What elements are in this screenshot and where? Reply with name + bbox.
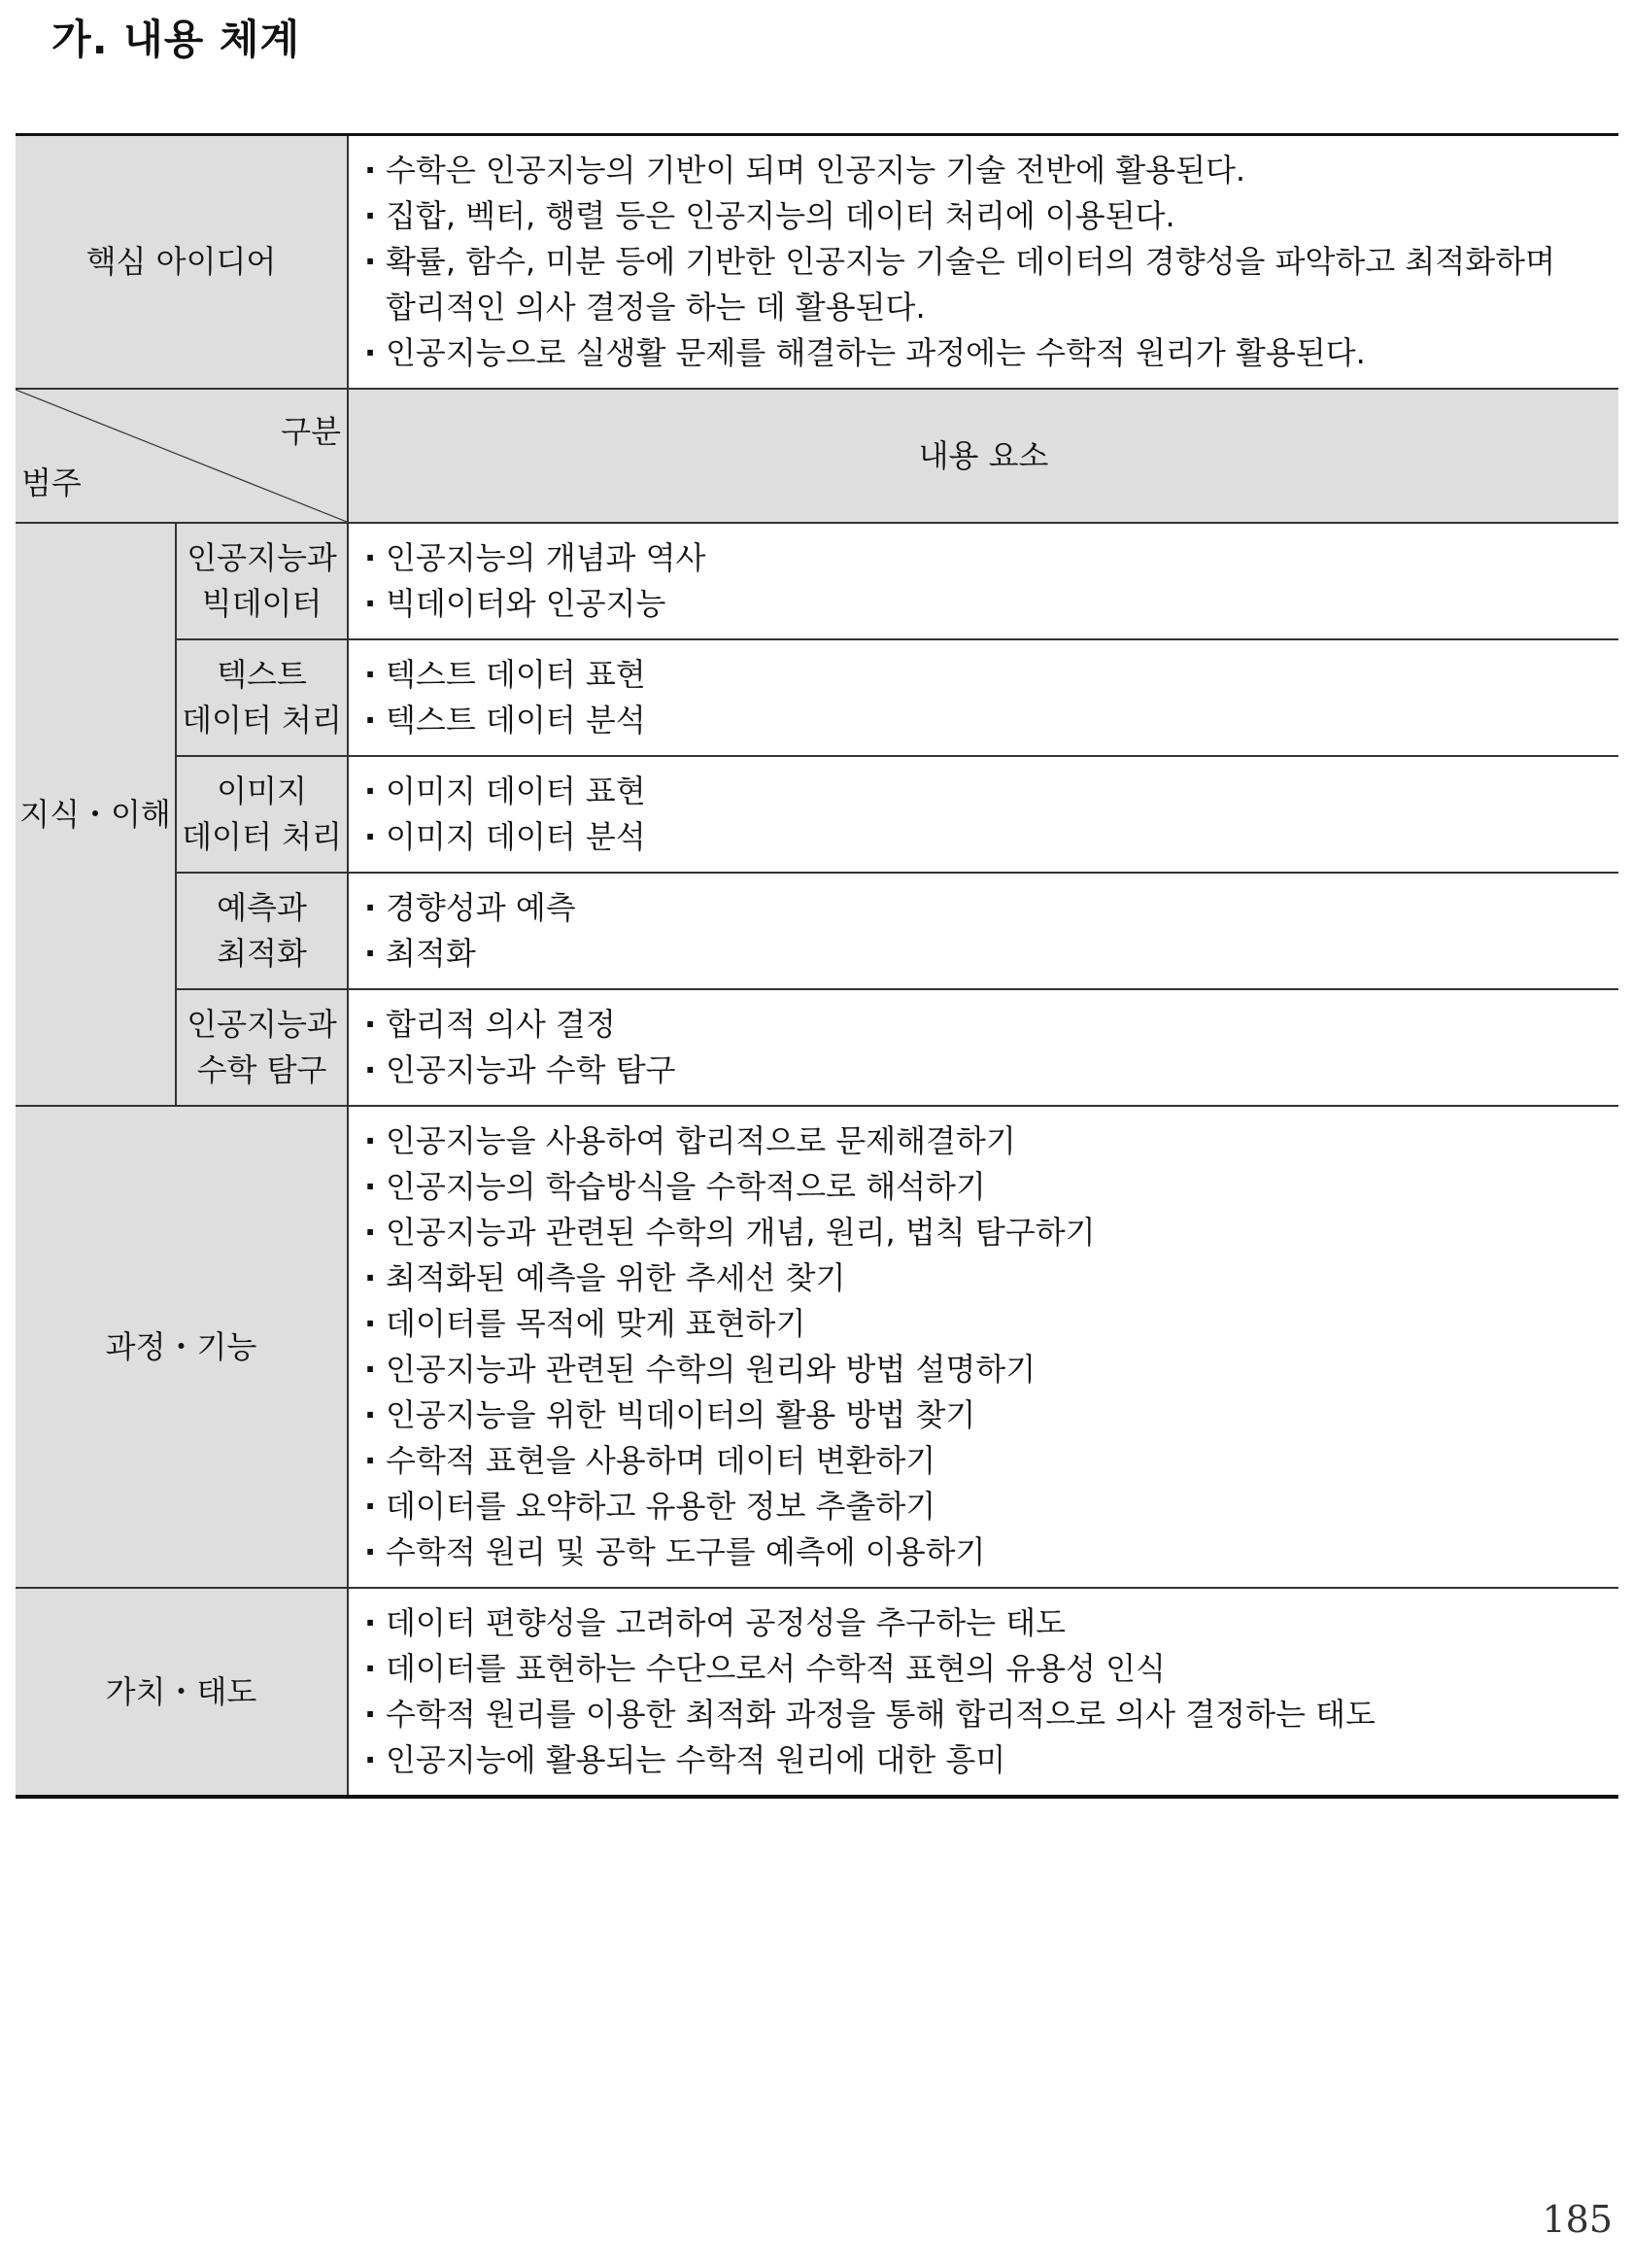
- list-item: · 인공지능의 학습방식을 수학적으로 해석하기: [362, 1164, 1609, 1210]
- core-idea-row: [16, 135, 1618, 390]
- subcategory-line: 빅데이터: [201, 585, 323, 622]
- core-idea-label: 핵심 아이디어: [16, 135, 348, 390]
- knowledge-category-label: 지식・이해: [16, 523, 176, 1106]
- list-item: · 집합, 벡터, 행렬 등은 인공지능의 데이터 처리에 이용된다.: [362, 193, 1609, 239]
- values-list: [362, 1600, 1609, 1783]
- list-item: · 이미지 데이터 표현: [362, 769, 1609, 814]
- list-item: · 데이터 편향성을 고려하여 공정성을 추구하는 태도: [362, 1600, 1609, 1646]
- values-row: [16, 1588, 1618, 1797]
- list-item: · 인공지능에 활용되는 수학적 원리에 대한 흥미: [362, 1737, 1609, 1783]
- subcategory-label: [176, 873, 348, 989]
- page-number: 185: [1542, 2198, 1613, 2241]
- subcategory-line: 데이터 처리: [182, 702, 342, 739]
- knowledge-list: [362, 885, 1609, 977]
- category-label: 범주: [21, 464, 82, 501]
- list-item: · 데이터를 목적에 맞게 표현하기: [362, 1301, 1609, 1347]
- process-category-label: 과정・기능: [16, 1106, 348, 1588]
- list-item: · 빅데이터와 인공지능: [362, 581, 1609, 627]
- subcategory-line: 인공지능과: [187, 1006, 337, 1043]
- list-item: · 인공지능을 사용하여 합리적으로 문제해결하기: [362, 1118, 1609, 1164]
- list-item: · 수학은 인공지능의 기반이 되며 인공지능 기술 전반에 활용된다.: [362, 148, 1609, 193]
- knowledge-content: [348, 639, 1618, 756]
- subcategory-line: 인공지능과: [187, 539, 337, 576]
- process-row: [16, 1106, 1618, 1588]
- knowledge-row: [16, 989, 1618, 1106]
- subcategory-label: [176, 639, 348, 756]
- list-item: · 인공지능을 위한 빅데이터의 활용 방법 찾기: [362, 1392, 1609, 1438]
- list-item: · 텍스트 데이터 분석: [362, 698, 1609, 743]
- subcategory-line: 이미지: [217, 773, 307, 809]
- knowledge-row: [16, 639, 1618, 756]
- list-item: · 인공지능과 수학 탐구: [362, 1048, 1609, 1093]
- diagonal-header-cell: [16, 389, 348, 523]
- subcategory-label: [176, 523, 348, 639]
- knowledge-row: [16, 873, 1618, 989]
- subcategory-label: [176, 989, 348, 1106]
- values-category-label: 가치・태도: [16, 1588, 348, 1797]
- list-item: · 수학적 원리를 이용한 최적화 과정을 통해 합리적으로 의사 결정하는 태도: [362, 1692, 1609, 1737]
- subcategory-line: 예측과: [217, 889, 307, 926]
- process-content: [348, 1106, 1618, 1588]
- list-item: · 이미지 데이터 분석: [362, 814, 1609, 860]
- division-label: 구분: [281, 413, 341, 450]
- knowledge-list: [362, 652, 1609, 743]
- content-system-table: [16, 133, 1618, 1799]
- knowledge-row: [16, 523, 1618, 639]
- knowledge-content: [348, 989, 1618, 1106]
- subcategory-line: 텍스트: [217, 656, 307, 693]
- header-row: [16, 389, 1618, 523]
- subcategory-label: [176, 756, 348, 873]
- core-idea-content: [348, 135, 1618, 390]
- process-list: [362, 1118, 1609, 1575]
- section-title: 가. 내용 체계: [51, 16, 301, 63]
- knowledge-content: [348, 873, 1618, 989]
- list-item: · 인공지능으로 실생활 문제를 해결하는 과정에는 수학적 원리가 활용된다.: [362, 330, 1609, 376]
- subcategory-line: 수학 탐구: [196, 1051, 327, 1088]
- list-item: · 데이터를 표현하는 수단으로서 수학적 표현의 유용성 인식: [362, 1646, 1609, 1692]
- subcategory-line: 최적화: [217, 935, 307, 972]
- knowledge-row: [16, 756, 1618, 873]
- list-item: · 데이터를 요약하고 유용한 정보 추출하기: [362, 1484, 1609, 1529]
- list-item: · 수학적 원리 및 공학 도구를 예측에 이용하기: [362, 1529, 1609, 1575]
- list-item: · 인공지능의 개념과 역사: [362, 535, 1609, 581]
- list-item: · 확률, 함수, 미분 등에 기반한 인공지능 기술은 데이터의 경향성을 파악하고 최적화하며 합리적인 의사 결정을 하는 데 활용된다.: [362, 239, 1609, 330]
- list-item: · 텍스트 데이터 표현: [362, 652, 1609, 698]
- core-idea-list: [362, 148, 1609, 376]
- knowledge-list: [362, 1002, 1609, 1093]
- knowledge-content: [348, 756, 1618, 873]
- list-item: · 합리적 의사 결정: [362, 1002, 1609, 1048]
- list-item: · 경향성과 예측: [362, 885, 1609, 931]
- knowledge-list: [362, 769, 1609, 860]
- list-item: · 인공지능과 관련된 수학의 원리와 방법 설명하기: [362, 1347, 1609, 1392]
- knowledge-content: [348, 523, 1618, 639]
- list-item: · 인공지능과 관련된 수학의 개념, 원리, 법칙 탐구하기: [362, 1210, 1609, 1255]
- list-item: · 최적화: [362, 931, 1609, 977]
- knowledge-list: [362, 535, 1609, 627]
- list-item: · 최적화된 예측을 위한 추세선 찾기: [362, 1255, 1609, 1301]
- list-item: · 수학적 표현을 사용하며 데이터 변환하기: [362, 1438, 1609, 1484]
- subcategory-line: 데이터 처리: [182, 818, 342, 855]
- values-content: [348, 1588, 1618, 1797]
- content-elements-header: 내용 요소: [348, 389, 1618, 523]
